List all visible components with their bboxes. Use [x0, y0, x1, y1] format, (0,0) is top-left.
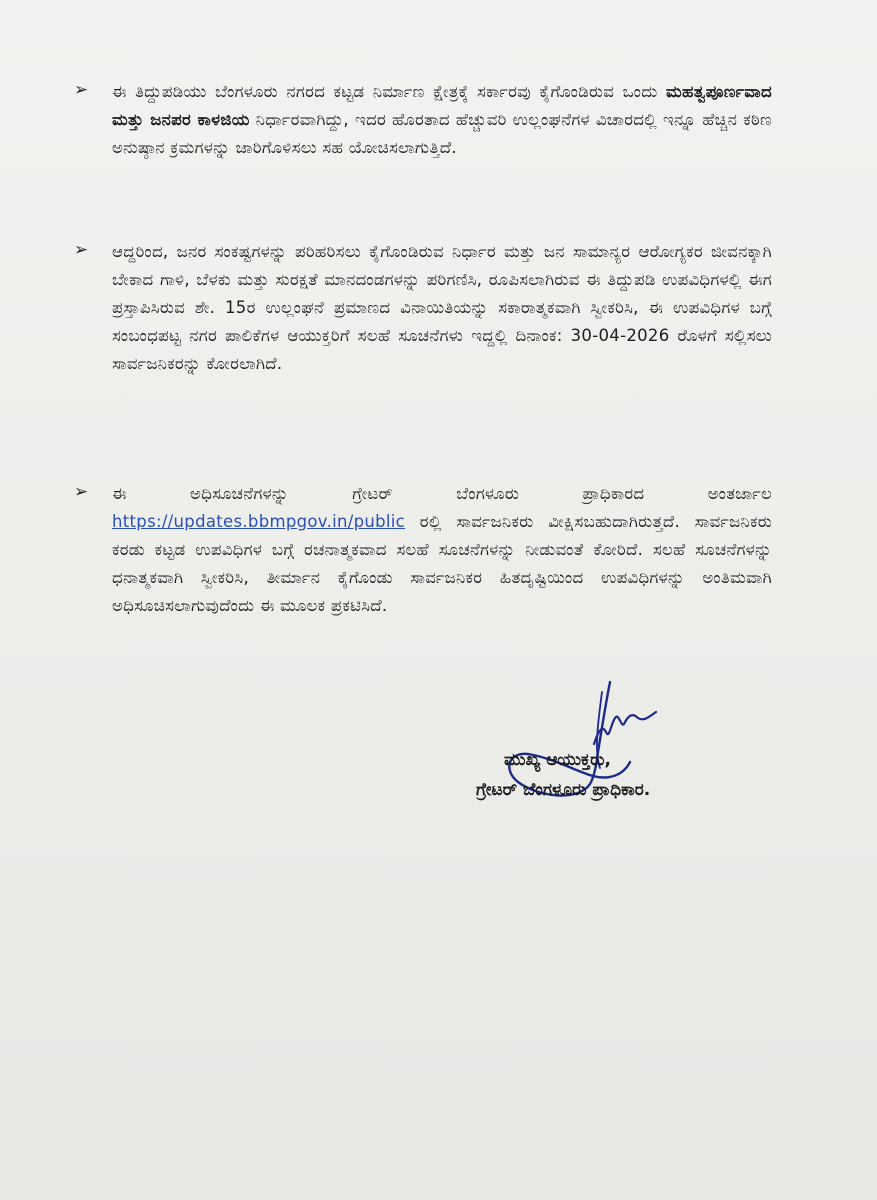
- signatory-title: ಮುಖ್ಯ ಆಯುಕ್ತರು,: [504, 750, 611, 770]
- paragraph-3-start: ಈ ಅಧಿಸೂಚನೆಗಳನ್ನು ಗ್ರೇಟರ್ ಬೆಂಗಳೂರು ಪ್ರಾಧಿಕಾರದ ಅಂತರ್ಜಾಲ: [112, 484, 772, 503]
- arrow-bullet-icon: ➢: [74, 240, 89, 260]
- paragraph-1-text: [112, 78, 772, 162]
- paragraph-3-end: ರಲ್ಲಿ ಸಾರ್ವಜನಿಕರು ವೀಕ್ಷಿಸಬಹುದಾಗಿರುತ್ತದೆ. ಸಾರ್ವಜನಿಕರು ಕರಡು ಕಟ್ಟಡ ಉಪವಿಧಿಗಳ ಬಗ್ಗೆ ರಚನಾತ್ಮಕವಾದ ಸಲಹೆ ಸೂಚನೆಗಳನ್ನು ನೀಡುವಂತೆ ಕೋರಿದೆ. ಸಲಹೆ ಸೂಚನೆಗಳನ್ನು ಧನಾತ್ಮಕವಾಗಿ ಸ್ವೀಕರಿಸಿ, ತೀರ್ಮಾನ ಕೈಗೊಂಡು ಸಾರ್ವಜನಿಕರ ಹಿತದೃಷ್ಟಿಯಿಂದ ಉಪವಿಧಿಗಳನ್ನು ಅಂತಿಮವಾಗಿ ಅಧಿಸೂಚಿಸಲಾಗುವುದೆಂದು ಈ ಮೂಲಕ ಪ್ರಕಟಿಸಿದೆ.: [112, 512, 772, 615]
- paragraph-1-end: ನಿರ್ಧಾರವಾಗಿದ್ದು, ಇದರ ಹೊರತಾದ ಹೆಚ್ಚುವರಿ ಉಲ್ಲಂಘನೆಗಳ ವಿಚಾರದಲ್ಲಿ ಇನ್ನೂ ಹೆಚ್ಚಿನ ಕಠಿಣ ಅನುಷ್ಠಾನ ಕ್ರಮಗಳನ್ನು ಜಾರಿಗೊಳಿಸಲು ಸಹ ಯೋಚಿಸಲಾಗುತ್ತಿದೆ.: [112, 110, 772, 157]
- signature-stroke: [509, 682, 630, 796]
- paragraph-2-text: ಆದ್ದರಿಂದ, ಜನರ ಸಂಕಷ್ಟಗಳನ್ನು ಪರಿಹರಿಸಲು ಕೈಗೊಂಡಿರುವ ನಿರ್ಧಾರ ಮತ್ತು ಜನ ಸಾಮಾನ್ಯರ ಆರೋಗ್ಯಕರ ಜೀವನಕ್ಕಾಗಿ ಬೇಕಾದ ಗಾಳಿ, ಬೆಳಕು ಮತ್ತು ಸುರಕ್ಷತೆ ಮಾನದಂಡಗಳನ್ನು ಪರಿಗಣಿಸಿ, ರೂಪಿಸಲಾಗಿರುವ ಈ ತಿದ್ದುಪಡಿ ಉಪವಿಧಿಗಳಲ್ಲಿ ಈಗ ಪ್ರಸ್ತಾಪಿಸಿರುವ ಶೇ. 15ರ ಉಲ್ಲಂಘನೆ ಪ್ರಮಾಣದ ವಿನಾಯಿತಿಯನ್ನು ಸಕಾರಾತ್ಮಕವಾಗಿ ಸ್ವೀಕರಿಸಿ, ಈ ಉಪವಿಧಿಗಳ ಬಗ್ಗೆ ಸಂಬಂಧಪಟ್ಟ ನಗರ ಪಾಲಿಕೆಗಳ ಆಯುಕ್ತರಿಗೆ ಸಲಹೆ ಸೂಚನೆಗಳು ಇದ್ದಲ್ಲಿ ದಿನಾಂಕ: 30-04-2026 ರೊಳಗೆ ಸಲ್ಲಿಸಲು ಸಾರ್ವಜನಿಕರನ್ನು ಕೋರಲಾಗಿದೆ.: [112, 242, 772, 373]
- arrow-bullet-icon: ➢: [74, 80, 89, 100]
- paragraph-1-start: ಈ ತಿದ್ದುಪಡಿಯು ಬೆಂಗಳೂರು ನಗರದ ಕಟ್ಟಡ ನಿರ್ಮಾಣ ಕ್ಷೇತ್ರಕ್ಕೆ ಸರ್ಕಾರವು ಕೈಗೊಂಡಿರುವ ಒಂದು: [112, 82, 666, 101]
- public-updates-link[interactable]: https://updates.bbmpgov.in/public: [112, 512, 406, 531]
- paragraph-3-text: [112, 480, 772, 620]
- signatory-organization: ಗ್ರೇಟರ್ ಬೆಂಗಳೂರು ಪ್ರಾಧಿಕಾರ.: [476, 780, 651, 800]
- paragraph-1-bold: ಮಹತ್ವಪೂರ್ಣವಾದ ಮತ್ತು ಜನಪರ ಕಾಳಜಿಯ: [112, 82, 772, 129]
- arrow-bullet-icon: ➢: [74, 482, 89, 502]
